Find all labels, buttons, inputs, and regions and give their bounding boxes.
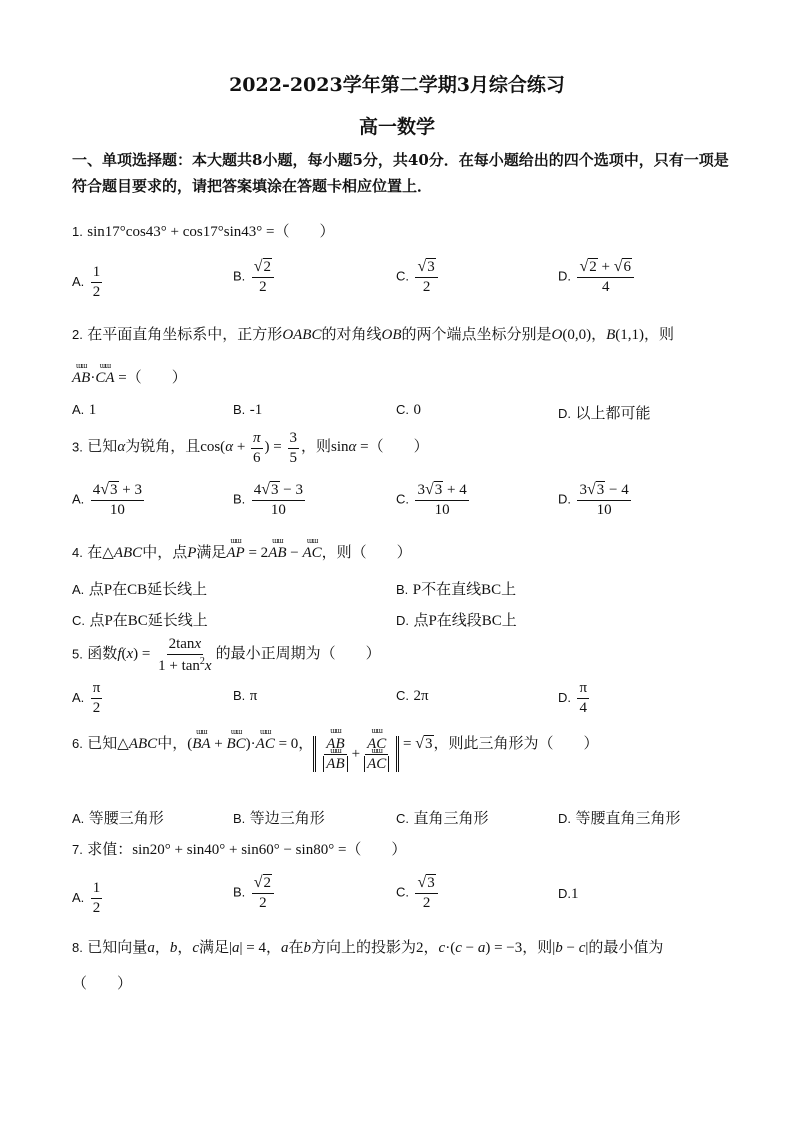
- question-2-line-2: ɯɯ AB·ɯɯ CA =（ ）: [72, 366, 732, 387]
- question-3: 3. 已知α为锐角，且cos(α + $\frac{\pi}{6}$ ) = $\frac{3}{5}$ ，则sinα =（ ）: [72, 430, 429, 466]
- question-8: 8. 已知向量a，b，c满足|a| = 4，a在b方向上的投影为2，c·(c − a) = −3，则|b − c|的最小值为: [72, 940, 664, 956]
- q3-option-d: D. $\frac{3√3 - 4}{10}$: [558, 481, 629, 518]
- q6-option-d: D. 等腰直角三角形: [558, 811, 681, 827]
- q7-option-a: A. $\frac{1}{2}$: [72, 880, 101, 916]
- q2-option-d: D. 以上都可能: [558, 406, 651, 422]
- question-number: 1.: [72, 224, 83, 239]
- question-7: 7. 求值：sin20° + sin40° + sin60° − sin80° =（ ）: [72, 842, 407, 858]
- q3-option-c: C. $\frac{3√3 + 4}{10}$: [396, 481, 467, 518]
- q4-option-d: D. 点P在线段BC上: [396, 613, 517, 629]
- q3-option-a: A. $\frac{4√3 + 3}{10}$: [72, 481, 142, 518]
- q7-option-c: C. $\frac{√3}{2}$: [396, 874, 440, 911]
- q2-option-a: A. 1: [72, 402, 97, 418]
- q4-option-c: C. 点P在BC延长线上: [72, 613, 208, 629]
- exam-title: 2022-2023学年第二学期3月综合练习: [229, 74, 565, 96]
- q5-option-d: D. $\frac{\pi}{4}$: [558, 680, 588, 716]
- q1-option-b: B. $\frac{√2}{2}$: [233, 258, 276, 295]
- q2-option-c: C. 0: [396, 402, 421, 418]
- q5-option-b: B. π: [233, 688, 258, 704]
- question-4: 4. 在△ABC中，点P满足ɯɯ AP = 2ɯɯ AB − ɯɯ AC，则（ ）: [72, 541, 732, 562]
- q6-option-a: A. 等腰三角形: [72, 811, 164, 827]
- q1-option-c: C. $\frac{√3}{2}$: [396, 258, 440, 295]
- q7-option-d: D.1: [558, 886, 579, 902]
- q1-option-a: A. $\frac{1}{2}$: [72, 264, 101, 300]
- q5-option-c: C. 2π: [396, 688, 429, 704]
- question-stem: sin17°cos43° + cos17°sin43° =（ ）: [87, 224, 335, 240]
- q1-option-d: D. $\frac{√2 + √6}{4}$: [558, 258, 636, 295]
- question-6: 6. 已知△ABC中，(ɯɯ BA + ɯɯ BC)·ɯɯ AC = 0， ɯɯ AB ɯɯ AB + ɯɯ AC ɯɯ AC = √3，则此三角形为（ ）: [72, 732, 732, 772]
- q3-option-b: B. $\frac{4√3 - 3}{10}$: [233, 481, 303, 518]
- exam-subject: 高一数学: [358, 116, 435, 138]
- q4-option-b: B. P不在直线BC上: [396, 582, 517, 598]
- q6-option-c: C. 直角三角形: [396, 811, 489, 827]
- question-2: 2. 在平面直角坐标系中，正方形OABC的对角线OB的两个端点坐标分别是O(0,0)，B(1,1)，则: [72, 327, 675, 343]
- question-1: [72, 220, 732, 241]
- q6-option-b: B. 等边三角形: [233, 811, 325, 827]
- section-heading: 一、单项选择题：本大题共8小题，每小题5分，共40分．在每小题给出的四个选项中，只有一项是符合题目要求的，请把答案填涂在答题卡相应位置上．: [72, 151, 729, 195]
- q2-option-b: B. -1: [233, 402, 263, 418]
- q5-option-a: A. $\frac{\pi}{2}$: [72, 680, 101, 716]
- q4-option-a: A. 点P在CB延长线上: [72, 582, 208, 598]
- q7-option-b: B. $\frac{√2}{2}$: [233, 874, 276, 911]
- question-5: 5. 函数f(x) = $\frac{2\tan x}{1 + \tan^2x}$ 的最小正周期为（ ）: [72, 636, 381, 674]
- question-8-line-2: （ ）: [72, 976, 133, 992]
